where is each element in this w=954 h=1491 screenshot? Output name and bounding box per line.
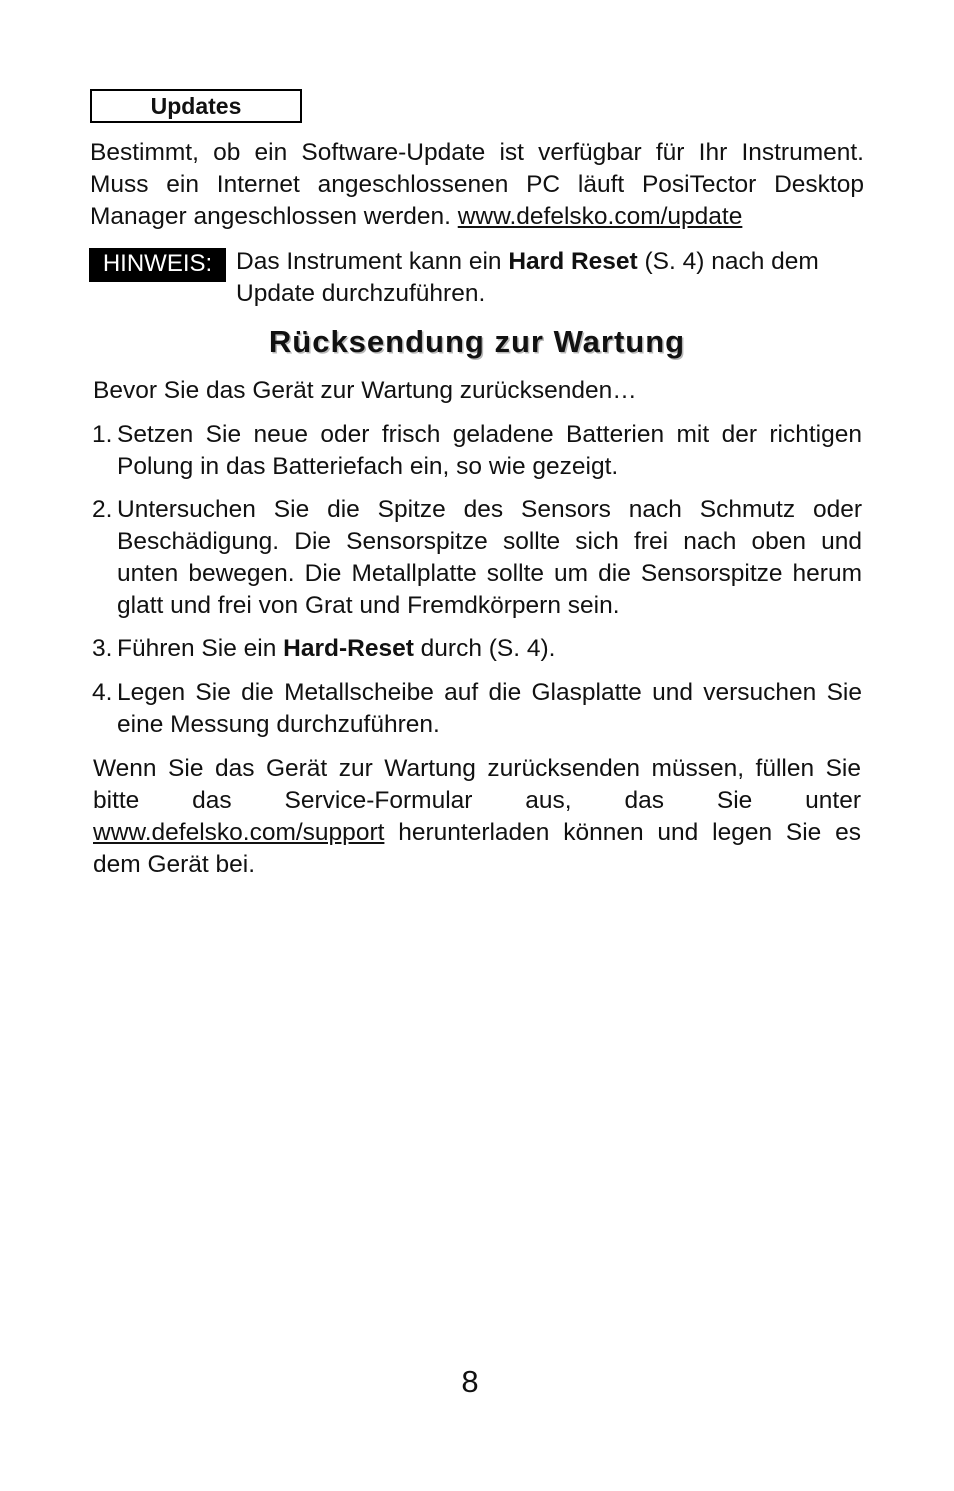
note-label: HINWEIS: (89, 248, 226, 282)
updates-link[interactable]: www.defelsko.com/update (457, 203, 743, 230)
updates-body-text: Bestimmt, ob ein Software-Update ist verfügbar für Ihr Instrument. Muss ein Internet angeschlossenen PC läuft PosiTector Desktop Manager angeschlossen werden. (90, 139, 864, 230)
support-link[interactable]: www.defelsko.com/support (93, 819, 385, 846)
service-intro: Bevor Sie das Gerät zur Wartung zurücksenden… (93, 377, 637, 404)
list-item (92, 419, 862, 483)
service-outro (93, 753, 861, 881)
note-bold: Hard Reset (508, 248, 638, 275)
list-item-text (117, 633, 862, 665)
outro-before: Wenn Sie das Gerät zur Wartung zurücksenden müssen, füllen Sie bitte das Service-Formular aus, das Sie unter (93, 755, 861, 814)
list-item-text: Setzen Sie neue oder frisch geladene Batterien mit der richtigen Polung in das Batteriefach ein, so wie gezeigt. (117, 421, 862, 480)
list-item-text: Legen Sie die Metallscheibe auf die Glasplatte und versuchen Sie eine Messung durchzuführen. (117, 679, 862, 738)
step3-bold: Hard-Reset (283, 635, 414, 662)
list-item (92, 633, 862, 665)
note-text-after: (S. 4) nach dem Update durchzuführen. (236, 248, 819, 307)
updates-paragraph (90, 137, 864, 233)
list-item (92, 677, 862, 741)
list-item-number: 4. (92, 679, 113, 706)
list-item (92, 494, 862, 622)
step3-before: Führen Sie ein (117, 635, 284, 662)
updates-heading-box (90, 89, 302, 123)
list-item-text: Untersuchen Sie die Spitze des Sensors nach Schmutz oder Beschädigung. Die Sensorspitze sollte sich frei nach oben und unten bewegen. Die Metallplatte sollte um die Sensorspitze herum glatt und frei von Grat und Fremdkörpern sein. (117, 496, 862, 619)
outro-after: herunterladen können und legen Sie es dem Gerät bei. (93, 819, 861, 878)
page-number: 8 (461, 1364, 479, 1399)
step3-after: durch (S. 4). (413, 635, 556, 662)
note-text (236, 246, 836, 310)
list-item-number: 1. (92, 421, 113, 448)
list-item-number: 3. (92, 635, 113, 662)
updates-heading: Updates (150, 93, 242, 119)
list-item-number: 2. (92, 496, 113, 523)
note-text-before: Das Instrument kann ein (236, 248, 509, 275)
service-title: Rücksendung zur Wartung (268, 324, 686, 359)
